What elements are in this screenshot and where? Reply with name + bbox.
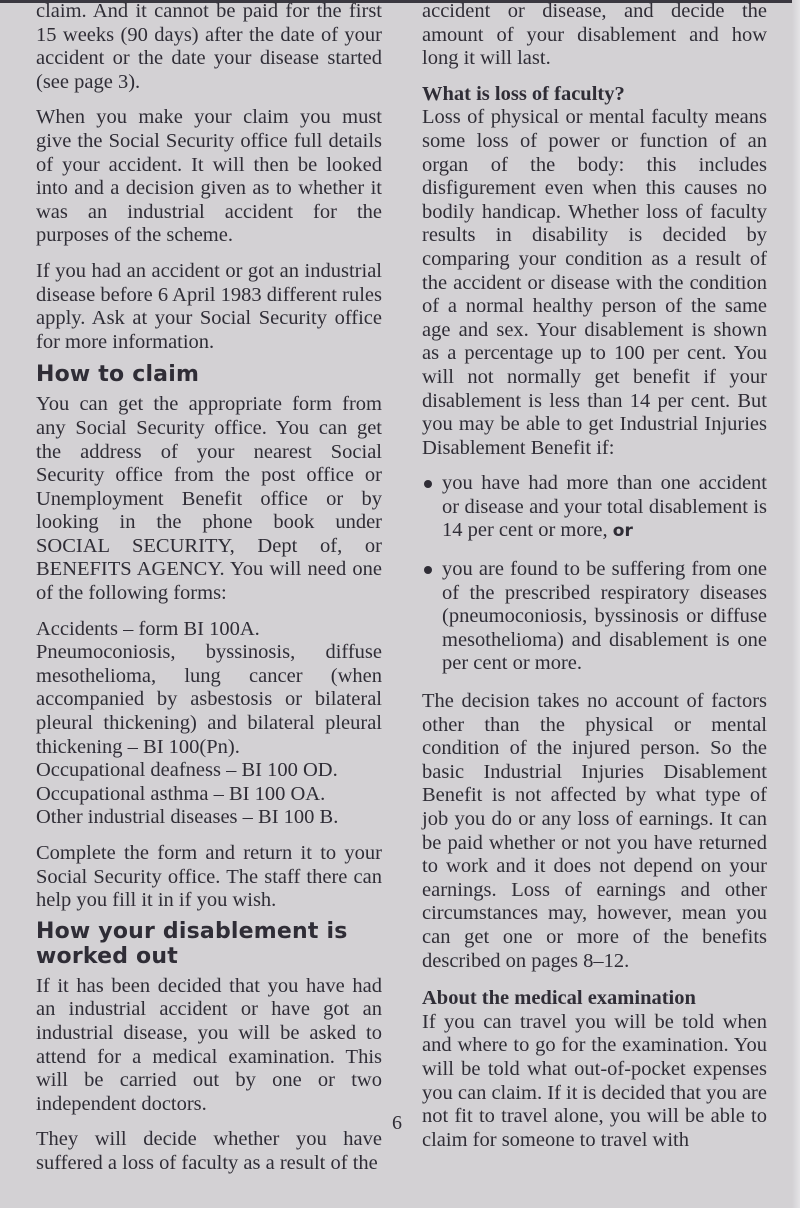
- form-item-accidents: Accidents – form BI 100A.: [36, 617, 260, 640]
- paragraph: If it has been decided that you have had an industrial accident or have got an industrial disease, you will be asked to attend for a medical examination. This will be carried out by one or two independent doctors.: [36, 974, 382, 1115]
- list-item: [422, 472, 767, 544]
- section-heading-how-to-claim: How to claim: [36, 362, 200, 388]
- section-heading-disablement: How your disablement is worked out: [36, 918, 348, 969]
- subheading-loss-of-faculty: What is loss of faculty?: [422, 82, 625, 105]
- paragraph: Complete the form and return it to your Social Security office. The staff there can help you fill it in if you wish.: [36, 842, 382, 912]
- paragraph: Loss of physical or mental faculty means some loss of power or function of an organ of the body: this includes disfigurement even when this causes no bodily handicap. Whether loss of faculty results in disability is decided by comparing your condition as a result of the accident or disease with the condition of a normal healthy person of the same age and sex. Your disablement is shown as a percentage up to 100 per cent. You will not normally get benefit if your disablement is less than 14 per cent. But you may be able to get Industrial Injuries Disablement Benefit if:: [422, 106, 767, 459]
- bullet-list: [422, 472, 767, 676]
- paragraph: claim. And it cannot be paid for the first 15 weeks (90 days) after the date of your accident or the date your disease started (see page 3).: [36, 0, 382, 93]
- left-column: [36, 0, 382, 1188]
- paragraph: If you had an accident or got an industrial disease before 6 April 1983 different rules apply. Ask at your Social Security office for more information.: [36, 259, 382, 353]
- form-item-pneumoconiosis: Pneumoconiosis, byssinosis, diffuse mesothelioma, lung cancer (when accompanied by asbestosis or bilateral pleural thickening) and bilateral pleural thickening – BI 100(Pn).: [36, 641, 382, 758]
- paragraph: accident or disease, and decide the amount of your disablement and how long it will last.: [422, 0, 767, 70]
- bullet-text: you have had more than one accident or disease and your total disablement is 14 per cent or more,: [442, 472, 767, 542]
- paragraph: You can get the appropriate form from any Social Security office. You can get the address of your nearest Social Security office from the post office or Unemployment Benefit office or by looking in the phone book under SOCIAL SECURITY, Dept of, or BENEFITS AGENCY. You will need one of the following forms:: [36, 393, 382, 605]
- form-item-other: Other industrial diseases – BI 100 B.: [36, 806, 339, 829]
- page-number: 6: [392, 1112, 402, 1134]
- page-right-edge: [792, 0, 800, 1208]
- form-item-asthma: Occupational asthma – BI 100 OA.: [36, 782, 326, 805]
- bullet-icon: [424, 566, 432, 574]
- list-item: [422, 558, 767, 676]
- bullet-text: you are found to be suffering from one of the prescribed respiratory diseases (pneumoconiosis, byssinosis or diffuse mesothelioma) and disablement is one per cent or more.: [442, 558, 767, 675]
- right-column: [422, 0, 767, 1164]
- form-item-deafness: Occupational deafness – BI 100 OD.: [36, 759, 338, 782]
- paragraph: When you make your claim you must give the Social Security office full details of your accident. It will then be looked into and a decision given as to whether it was an industrial accident for the purposes of the scheme.: [36, 106, 382, 247]
- paragraph: They will decide whether you have suffered a loss of faculty as a result of the: [36, 1128, 382, 1174]
- subheading-medical-examination: About the medical examination: [422, 987, 696, 1010]
- paragraph: If you can travel you will be told when and where to go for the examination. You will be told what out-of-pocket expenses you can claim. If it is decided that you are not fit to travel alone, you will be able to claim for someone to travel with: [422, 1010, 767, 1151]
- bullet-icon: [424, 480, 432, 488]
- paragraph: The decision takes no account of factors other than the physical or mental condition of the injured person. So the basic Industrial Injuries Disablement Benefit is not affected by what type of job you do or any loss of earnings. It can be paid whether or not you have returned to work and it does not depend on your earnings. Loss of earnings and other circumstances may, however, mean you can get one or more of the benefits described on pages 8–12.: [422, 690, 767, 972]
- bullet-bold-or: or: [612, 521, 633, 542]
